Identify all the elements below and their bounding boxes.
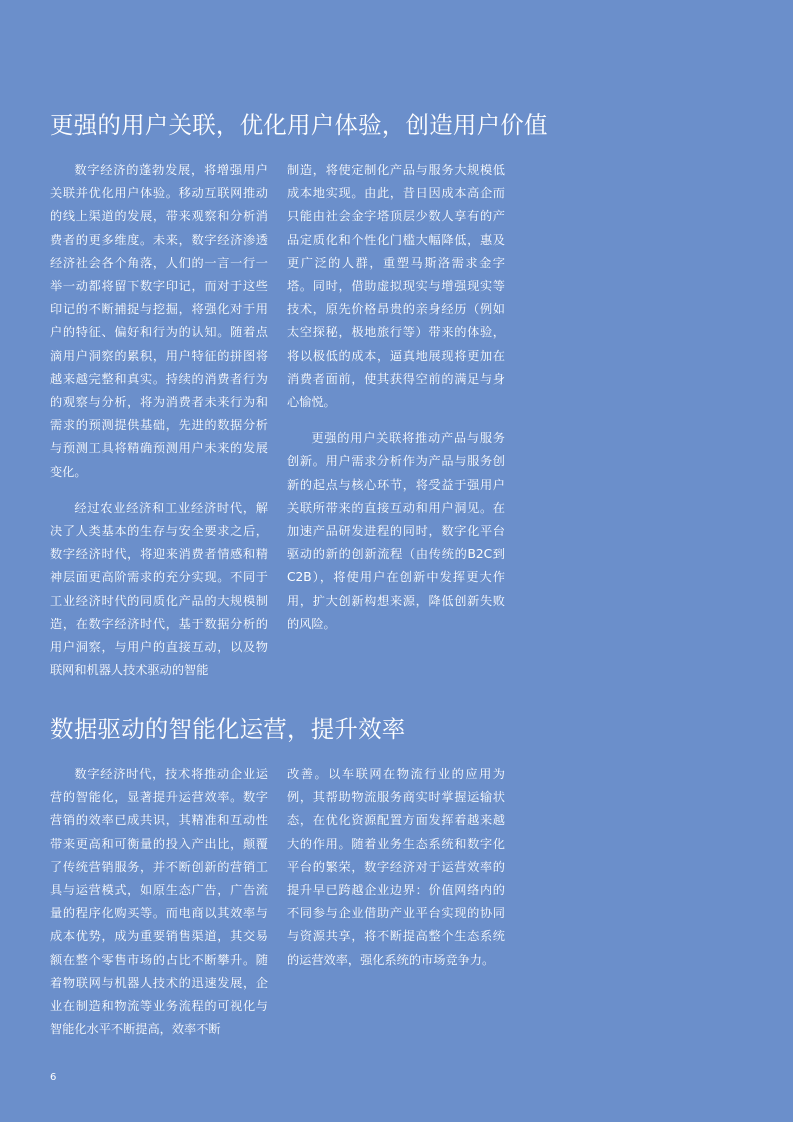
paragraph: 数字经济时代，技术将推动企业运营的智能化，显著提升运营效率。数字营销的效率已成共识，其精准和互动性带来更高和可衡量的投入产出比，颠覆了传统营销服务，并不断创新的营销工具与运营模式，如原生态广告，广告流量的程序化购买等。而电商以其效率与成本优势，成为重要销售渠道，其交易额在整个零售市场的占比不断攀升。随着物联网与机器人技术的迅速发展，企业在制造和物流等业务流程的可视化与智能化水平不断提高，效率不断 [50, 767, 268, 1037]
paragraph: 更强的用户关联将推动产品与服务创新。用户需求分析作为产品与服务创新的起点与核心环节，将受益于强用户关联所带来的直接互动和用户洞见。在加速产品研发进程的同时，数字化平台驱动的新的创新流程（由传统的B2C到C2B），将使用户在创新中发挥更大作用，扩大创新构想来源，降低创新失败的风险。 [287, 431, 505, 631]
section-title-data-driven-operations: 数据驱动的智能化运营，提升效率 [50, 715, 406, 743]
section2-right-column [287, 763, 505, 985]
paragraph-continued: 改善。以车联网在物流行业的应用为例，其帮助物流服务商实时掌握运输状态，在优化资源配置方面发挥着越来越大的作用。随着业务生态系统和数字化平台的繁荣，数字经济对于运营效率的提升早已跨越企业边界：价值网络内的不同参与企业借助产业平台实现的协同与资源共享，将不断提高整个生态系统的运营效率，强化系统的市场竞争力。 [287, 767, 505, 967]
paragraph: 数字经济的蓬勃发展，将增强用户关联并优化用户体验。移动互联网推动的线上渠道的发展，带来观察和分析消费者的更多维度。未来，数字经济渗透经济社会各个角落，人们的一言一行一举一动都将留下数字印记，而对于这些印记的不断捕捉与挖掘，将强化对于用户的特征、偏好和行为的认知。随着点滴用户洞察的累积，用户特征的拼图将越来越完整和真实。持续的消费者行为的观察与分析，将为消费者未来行为和需求的预测提供基础，先进的数据分析与预测工具将精确预测用户未来的发展变化。 [50, 163, 268, 479]
section1-right-column [287, 159, 505, 649]
page-number: 6 [50, 1072, 57, 1083]
paragraph: 经过农业经济和工业经济时代，解决了人类基本的生存与安全要求之后，数字经济时代，将迎来消费者情感和精神层面更高阶需求的充分实现。不同于工业经济时代的同质化产品的大规模制造，在数字经济时代，基于数据分析的用户洞察，与用户的直接互动，以及物联网和机器人技术驱动的智能 [50, 500, 268, 678]
paragraph-continued: 制造，将使定制化产品与服务大规模低成本地实现。由此，昔日因成本高企而只能由社会金字塔顶层少数人享有的产品定质化和个性化门槛大幅降低，惠及更广泛的人群，重塑马斯洛需求金字塔。同时，借助虚拟现实与增强现实等技术，原先价格昂贵的亲身经历（例如太空探秘，极地旅行等）带来的体验，将以极低的成本，逼真地展现将更加在消费者面前，使其获得空前的满足与身心愉悦。 [287, 163, 505, 410]
section1-left-column [50, 159, 268, 695]
section-title-user-engagement: 更强的用户关联，优化用户体验，创造用户价值 [50, 111, 548, 139]
section2-left-column [50, 763, 268, 1054]
